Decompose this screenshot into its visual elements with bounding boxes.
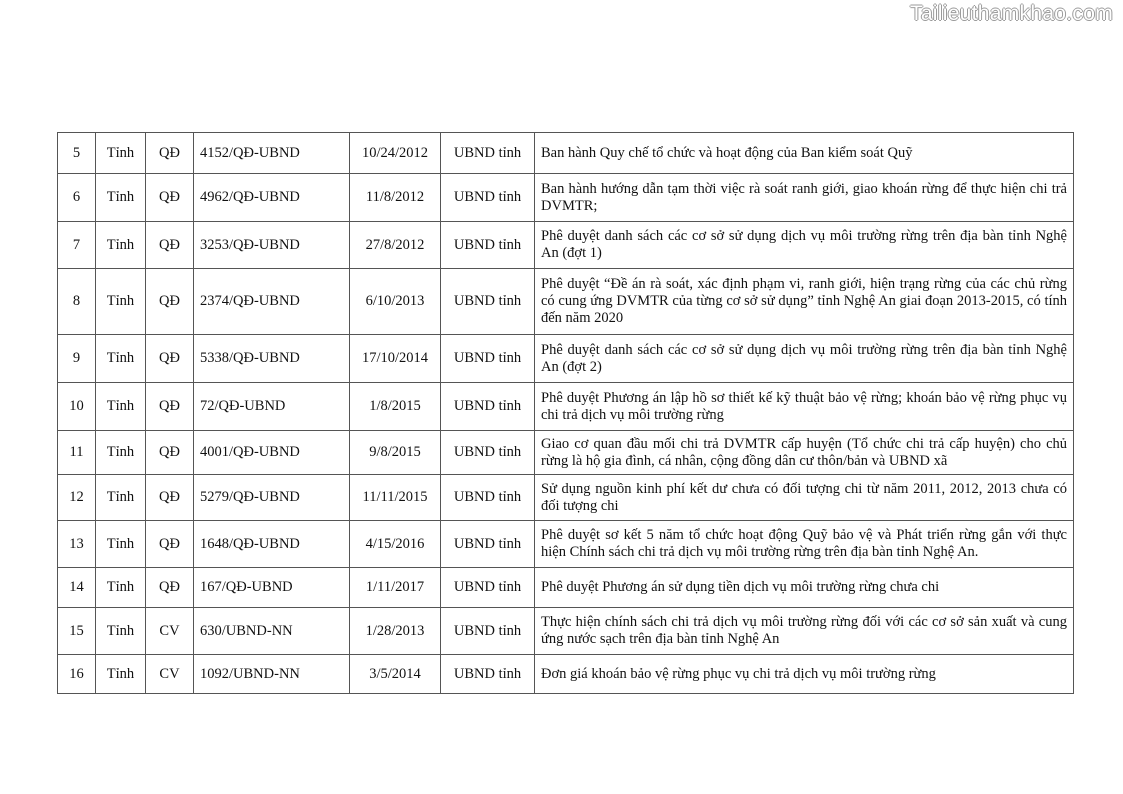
level-cell: Tỉnh: [96, 475, 146, 521]
row-number: 16: [58, 655, 96, 694]
table-row: [58, 568, 1074, 608]
table-row: [58, 335, 1074, 383]
row-number: 14: [58, 568, 96, 608]
issuer-cell: UBND tỉnh: [441, 174, 535, 222]
table-row: [58, 174, 1074, 222]
table-row: [58, 269, 1074, 335]
row-number: 12: [58, 475, 96, 521]
table-row: [58, 655, 1074, 694]
date-cell: 9/8/2015: [350, 431, 441, 475]
level-cell: Tỉnh: [96, 174, 146, 222]
row-number: 9: [58, 335, 96, 383]
document-number: 1092/UBND-NN: [194, 655, 350, 694]
row-number: 7: [58, 222, 96, 269]
document-number: 4152/QĐ-UBND: [194, 133, 350, 174]
content-cell: Phê duyệt danh sách các cơ sở sử dụng dịch vụ môi trường rừng trên địa bàn tỉnh Nghệ An (đợt 1): [535, 222, 1074, 269]
document-number: 167/QĐ-UBND: [194, 568, 350, 608]
row-number: 8: [58, 269, 96, 335]
date-cell: 6/10/2013: [350, 269, 441, 335]
type-cell: QĐ: [146, 222, 194, 269]
type-cell: CV: [146, 655, 194, 694]
document-number: 72/QĐ-UBND: [194, 383, 350, 431]
table-row: [58, 222, 1074, 269]
content-cell: Phê duyệt danh sách các cơ sở sử dụng dịch vụ môi trường rừng trên địa bàn tỉnh Nghệ An (đợt 2): [535, 335, 1074, 383]
table-row: [58, 521, 1074, 568]
level-cell: Tỉnh: [96, 222, 146, 269]
level-cell: Tỉnh: [96, 133, 146, 174]
type-cell: QĐ: [146, 521, 194, 568]
document-number: 4962/QĐ-UBND: [194, 174, 350, 222]
type-cell: QĐ: [146, 269, 194, 335]
type-cell: QĐ: [146, 174, 194, 222]
date-cell: 1/11/2017: [350, 568, 441, 608]
level-cell: Tỉnh: [96, 269, 146, 335]
content-cell: Ban hành hướng dẫn tạm thời việc rà soát ranh giới, giao khoán rừng để thực hiện chi trả DVMTR;: [535, 174, 1074, 222]
level-cell: Tỉnh: [96, 335, 146, 383]
level-cell: Tỉnh: [96, 431, 146, 475]
issuer-cell: UBND tỉnh: [441, 608, 535, 655]
table-row: [58, 608, 1074, 655]
row-number: 11: [58, 431, 96, 475]
date-cell: 17/10/2014: [350, 335, 441, 383]
type-cell: CV: [146, 608, 194, 655]
row-number: 13: [58, 521, 96, 568]
date-cell: 27/8/2012: [350, 222, 441, 269]
level-cell: Tỉnh: [96, 608, 146, 655]
date-cell: 4/15/2016: [350, 521, 441, 568]
type-cell: QĐ: [146, 568, 194, 608]
row-number: 15: [58, 608, 96, 655]
document-number: 4001/QĐ-UBND: [194, 431, 350, 475]
date-cell: 11/8/2012: [350, 174, 441, 222]
issuer-cell: UBND tỉnh: [441, 133, 535, 174]
table-row: [58, 133, 1074, 174]
content-cell: Giao cơ quan đầu mối chi trả DVMTR cấp huyện (Tổ chức chi trả cấp huyện) cho chủ rừng là hộ gia đình, cá nhân, cộng đồng dân cư thôn/bản và UBND xã: [535, 431, 1074, 475]
watermark: Tailieuthamkhao.com: [910, 2, 1113, 25]
type-cell: QĐ: [146, 383, 194, 431]
content-cell: Phê duyệt Phương án lập hồ sơ thiết kế kỹ thuật bảo vệ rừng; khoán bảo vệ rừng phục vụ chi trả dịch vụ môi trường rừng: [535, 383, 1074, 431]
content-cell: Phê duyệt “Đề án rà soát, xác định phạm vi, ranh giới, hiện trạng rừng của các chủ rừng có cung ứng DVMTR của từng cơ sở sử dụng” tỉnh Nghệ An giai đoạn 2013-2015, có tính đến năm 2020: [535, 269, 1074, 335]
type-cell: QĐ: [146, 431, 194, 475]
table-body: [58, 133, 1074, 694]
type-cell: QĐ: [146, 475, 194, 521]
table-row: [58, 475, 1074, 521]
issuer-cell: UBND tỉnh: [441, 383, 535, 431]
type-cell: QĐ: [146, 133, 194, 174]
issuer-cell: UBND tỉnh: [441, 431, 535, 475]
document-number: 1648/QĐ-UBND: [194, 521, 350, 568]
regulation-table: [57, 132, 1074, 694]
document-number: 2374/QĐ-UBND: [194, 269, 350, 335]
level-cell: Tỉnh: [96, 521, 146, 568]
document-number: 3253/QĐ-UBND: [194, 222, 350, 269]
content-cell: Sử dụng nguồn kinh phí kết dư chưa có đối tượng chi từ năm 2011, 2012, 2013 chưa có đối tượng chi: [535, 475, 1074, 521]
issuer-cell: UBND tỉnh: [441, 568, 535, 608]
issuer-cell: UBND tỉnh: [441, 222, 535, 269]
level-cell: Tỉnh: [96, 383, 146, 431]
date-cell: 10/24/2012: [350, 133, 441, 174]
issuer-cell: UBND tỉnh: [441, 335, 535, 383]
issuer-cell: UBND tỉnh: [441, 655, 535, 694]
issuer-cell: UBND tỉnh: [441, 521, 535, 568]
row-number: 10: [58, 383, 96, 431]
document-number: 5338/QĐ-UBND: [194, 335, 350, 383]
date-cell: 1/8/2015: [350, 383, 441, 431]
table-row: [58, 383, 1074, 431]
content-cell: Ban hành Quy chế tổ chức và hoạt động của Ban kiểm soát Quỹ: [535, 133, 1074, 174]
table-row: [58, 431, 1074, 475]
content-cell: Phê duyệt Phương án sử dụng tiền dịch vụ môi trường rừng chưa chi: [535, 568, 1074, 608]
date-cell: 3/5/2014: [350, 655, 441, 694]
content-cell: Thực hiện chính sách chi trả dịch vụ môi trường rừng đối với các cơ sở sản xuất và cung ứng nước sạch trên địa bàn tỉnh Nghệ An: [535, 608, 1074, 655]
document-number: 5279/QĐ-UBND: [194, 475, 350, 521]
date-cell: 1/28/2013: [350, 608, 441, 655]
type-cell: QĐ: [146, 335, 194, 383]
issuer-cell: UBND tỉnh: [441, 475, 535, 521]
issuer-cell: UBND tỉnh: [441, 269, 535, 335]
content-cell: Đơn giá khoán bảo vệ rừng phục vụ chi trả dịch vụ môi trường rừng: [535, 655, 1074, 694]
row-number: 5: [58, 133, 96, 174]
date-cell: 11/11/2015: [350, 475, 441, 521]
document-number: 630/UBND-NN: [194, 608, 350, 655]
content-cell: Phê duyệt sơ kết 5 năm tổ chức hoạt động Quỹ bảo vệ và Phát triển rừng gắn với thực hiện Chính sách chi trả dịch vụ môi trường rừng trên địa bàn tỉnh Nghệ An.: [535, 521, 1074, 568]
level-cell: Tỉnh: [96, 568, 146, 608]
level-cell: Tỉnh: [96, 655, 146, 694]
row-number: 6: [58, 174, 96, 222]
